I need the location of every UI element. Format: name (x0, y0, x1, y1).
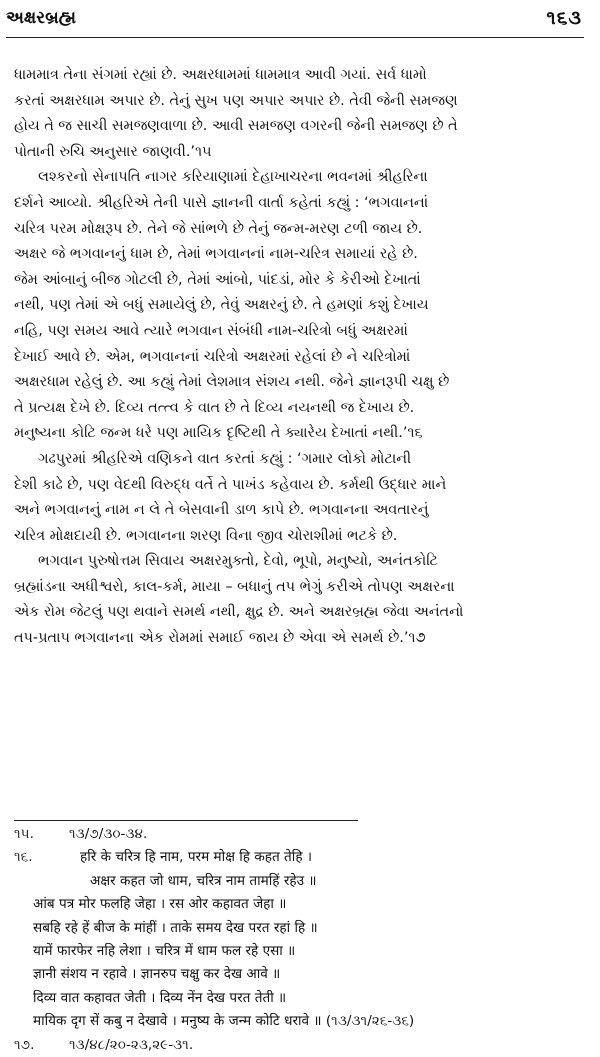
footnotes (14, 823, 586, 1057)
footnote-16-verse (14, 963, 586, 986)
verse-line: हरि के चरित्र हि नाम, परम मोक्ष हि कहत तेहि । (80, 849, 313, 866)
footnote-16 (14, 846, 586, 869)
text-line: તપ-પ્રતાપ ભગવાનના એક રોમમાં સમાઈ જાય છે એવા એ સમર્થ છે.’૧૭ (14, 630, 426, 647)
text-line: ચરિત્ર મોક્ષદાયી છે. ભગવાનના શરણ વિના જીવ ચોરાશીમાં ભટકે છે. (14, 527, 398, 544)
text-line: અક્ષર જે ભગવાનનું ધામ છે, તેમાં ભગવાનનાં નામ-ચરિત્ર સમાયાં રહે છે. (14, 246, 418, 263)
text-line: ચરિત્ર પરમ મોક્ષરૂપ છે. તેને જે સાંભળે છે તેનું જન્મ-મરણ ટળી જાય છે. (14, 220, 423, 237)
footnote-16-verse (14, 893, 586, 916)
footnote-15 (14, 823, 586, 846)
footnote-reference: ૧૩/૭/૩૦-૩૪. (69, 826, 148, 842)
text-line: પોતાની રુચિ અનુસાર જાણવી.’૧૫ (14, 143, 212, 160)
text-line: નહિ, પણ સમય આવે ત્યારે ભગવાન સંબંધી નામ-ચરિત્રો બધું અક્ષરમાં (14, 322, 408, 339)
text-line: ભગવાન પુરુષોત્તમ સિવાય અક્ષરમુક્તો, દેવો, ભૂપો, મનુષ્યો, અનંતકોટિ (38, 553, 438, 570)
verse-line: अक्षर कहत जो धाम, चरित्र नाम तामहिं रहेउ ॥ (90, 872, 317, 889)
text-line: તે પ્રત્યક્ષ દેખે છે. દિવ્ય તત્ત્વ કે વાત છે તે દિવ્ય નયનથી જ દેખાય છે. (14, 399, 415, 416)
text-line: દેશી કાઢે છે, પણ વેદથી વિરુદ્ધ વર્તે તે પાખંડ કહેવાય છે. કર્મથી ઉદ્ધાર માને (14, 476, 447, 493)
verse-line: आंब पत्र मोर फलहि जेहा । रस ओर कहावत जेहा ॥ (33, 896, 287, 913)
text-line: દર્શને આવ્યો. શ્રીહરિએ તેની પાસે જ્ઞાનની વાર્તા કહેતાં કહ્યું : ‘ભગવાનનાં (14, 194, 429, 211)
header-rule (6, 37, 584, 38)
text-line: ધામમાત્ર તેના સંગમાં રહ્યાં છે. અક્ષરધામમાં ધામમાત્ર આવી ગયાં. સર્વ ધામો (14, 67, 427, 83)
footnote-16-verse (14, 870, 586, 893)
body-text (14, 63, 586, 652)
paragraph-2 (14, 165, 586, 447)
text-line: જેમ આંબાનું બીજ ગોટલી છે, તેમાં આંબો, પાંદડાં, મોર કે કેરીઓ દેખાતાં (14, 271, 421, 288)
text-line: હોય તે જ સાચી સમજણવાળા છે. આવી સમજણ વગરની જેની સમજણ છે તે (14, 118, 458, 135)
footnote-number: ૧૭. (14, 1036, 35, 1053)
verse-line: ज्ञानी संशय न रहावे । ज्ञानरुप चक्षु कर देख आवे ॥ (33, 966, 281, 983)
text-line: નથી, પણ તેમાં એ બધું સમાયેલું છે, તેવું અક્ષરનું છે. તે હમણાં કશું દેખાય (14, 297, 429, 314)
footnote-reference: ૧૩/૪૮/૨૦-૨૩,૨૯-૩૧. (69, 1036, 194, 1053)
paragraph-4 (14, 549, 586, 651)
footnote-16-verse (14, 940, 586, 963)
text-line: અને ભગવાનનું નામ ન લે તે બેસવાની ડાળ કાપે છે. ભગવાનના અવતારનું (14, 502, 429, 519)
text-line: એક રોમ જેટલું પણ થવાને સમર્થ નથી, ક્ષુદ્ર છે. અને અક્ષરબ્રહ્મ જેવા અનંતનો (14, 604, 464, 621)
footnote-16-verse (14, 987, 586, 1010)
text-line: લશ્કરનો સેનાપતિ નાગર કરિયાણામાં દેહાખાચરના ભવનમાં શ્રીહરિના (38, 169, 428, 186)
paragraph-3 (14, 447, 586, 549)
footnote-number: ૧૫. (14, 826, 34, 842)
footnote-17 (14, 1034, 586, 1057)
running-title: અક્ષરબ્રહ્મ (6, 8, 76, 28)
verse-line: मायिक दृग सें कबु न देखावे । मनुष्य के जन्म कोटि धरावे ॥ (૧૩/૩૧/૨૬-૩૬) (33, 1013, 415, 1030)
text-line: કરતાં અક્ષરધામ અપાર છે. તેનું સુખ પણ અપાર અપાર છે. તેવી જેની સમજણ (14, 92, 458, 109)
paragraph-1 (14, 63, 586, 165)
page-number: ૧૬૩ (546, 7, 582, 29)
page-header (6, 4, 582, 34)
text-line: ગઢપુરમાં શ્રીહરિએ વણિકને વાત કરતાં કહ્યું : ‘ગમાર લોકો મોટાની (38, 450, 412, 467)
verse-line: सबहि रहे हें बीज के मांहीं । ताके समय देख परत रहां हि ॥ (33, 919, 318, 936)
text-line: મનુષ્યના કોટિ જન્મ ધરે પણ માયિક દૃષ્ટિથી તે ક્યારેય દેખાતાં નથી.’૧૬ (14, 425, 423, 442)
footnote-16-verse (14, 917, 586, 940)
footnote-16-verse (14, 1010, 586, 1033)
footnote-number: ૧૬. (14, 849, 33, 866)
footnote-rule (14, 820, 358, 821)
text-line: દેખાઈ આવે છે. એમ, ભગવાનનાં ચરિત્રો અક્ષરમાં રહેલાં છે ને ચરિત્રોમાં (14, 348, 411, 365)
text-line: બ્રહ્માંડના અધીશ્વરો, કાલ-કર્મ, માયા – બધાનું તપ ભેગું કરીએ તોપણ અક્ષરના (14, 578, 455, 595)
verse-line: दिव्य वात कहावत जेती । दिव्य नेंन देख परत तेती ॥ (33, 989, 287, 1006)
verse-line: यामें फारफेर नहि लेशा । चरित्र में धाम फल रहे एसा ॥ (33, 942, 296, 959)
text-line: અક્ષરધામ રહેલું છે. આ કહ્યું તેમાં લેશમાત્ર સંશય નથી. જેને જ્ઞાનરૂપી ચક્ષુ છે (14, 374, 450, 391)
